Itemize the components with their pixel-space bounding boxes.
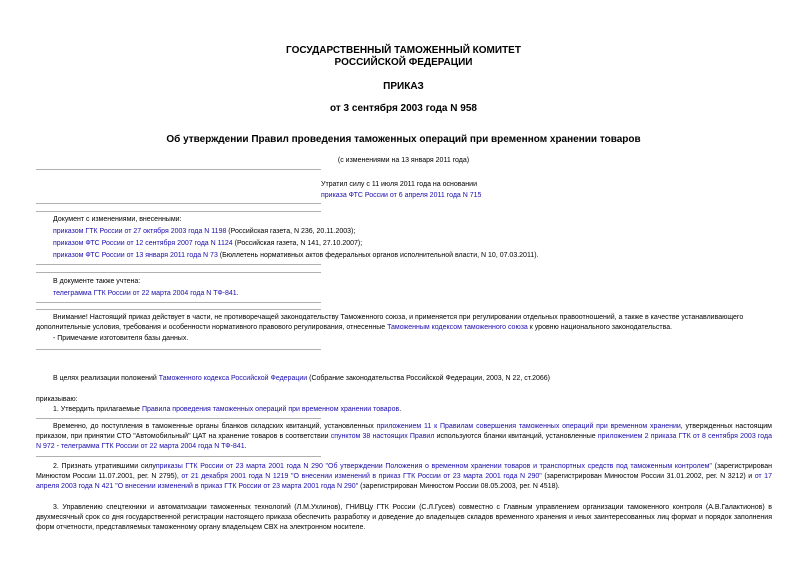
item-2: 2. Признать утратившими силуприказы ГТК России от 23 марта 2001 года N 290 "Об утверждении Положения о временном хранении товаров и транспортных средств под таможенным контролем" (зарегистрирован Минюстом России 11.07.2001, рег. N 2795), от 21 декабря 2001 года N 1219 "О внесении изменений в приказ ГТК России от 23 марта 2001 года N 290" (зарегистрирован Минюстом России 31.01.2002, рег. N 3212) и от 17 апреля 2003 года N 421 "О внесении изменений в приказ ГТК России от 23 марта 2001 года N 290" (зарегистрирован Минюстом России 08.05.2003, рег. N 4518). [36,463,772,490]
order-word: приказываю: [36,396,78,403]
divider [36,456,321,457]
customs-union-code-link[interactable]: Таможенным кодексом таможенного союза [387,324,528,331]
expired-text: Утратил силу с 11 июля 2011 года на основании [321,181,477,188]
expired-link[interactable]: приказа ФТС России от 6 апреля 2011 года N 715 [321,192,482,199]
amendment-item: приказом ФТС России от 12 сентября 2007 года N 1124 (Российская газета, N 141, 27.10.2007); [53,240,363,247]
divider [36,309,321,310]
divider [36,418,321,419]
rules-link[interactable]: Правила проведения таможенных операций при временном хранении товаров [141,406,400,413]
amendment-link[interactable]: приказом ФТС России от 13 января 2011 года N 73 [53,252,218,259]
appendix-2-link[interactable]: приложением 2 приказа ГТК от 8 сентября 2003 года N 972 [36,433,773,450]
divider [36,203,321,204]
considered-item: телеграмма ГТК России от 22 марта 2004 года N ТФ-841. [53,290,239,297]
amended-note: (с изменениями на 13 января 2011 года) [337,157,470,164]
org-name-line1: ГОСУДАРСТВЕННЫЙ ТАМОЖЕННЫЙ КОМИТЕТ [286,45,521,56]
divider [36,302,321,303]
amendments-intro: Документ с изменениями, внесенными: [53,216,182,223]
doc-title: Об утверждении Правил проведения таможенных операций при временном хранении товаров [166,134,641,145]
considered-intro: В документе также учтена: [53,278,141,285]
order-290-link[interactable]: приказы ГТК России от 23 марта 2001 года N 290 "Об утверждении Положения о временном хранении товаров и транспортных средств под таможенным контролем" [155,463,712,470]
temporary-provision: Временно, до поступления в таможенные органы бланков складских квитанций, установленных приложением 11 к Правилам совершения таможенных операций при временном хранении, утвержденных настоящим приказом, при принятии СТО "Автомобильный" ЦАТ на хранение товаров в соответствии спунктом 38 настоящих Правил используются бланки квитанций, установленные приложением 2 приказа ГТК от 8 сентября 2003 года N 972 - телеграмма ГТК России от 22 марта 2004 года N ТФ-841. [36,423,773,450]
clause-38-link[interactable]: спунктом 38 настоящих Правил [330,433,435,440]
notice-footnote: - Примечание изготовителя базы данных. [53,335,189,342]
amendment-link[interactable]: приказом ГТК России от 27 октября 2003 года N 1198 [53,228,227,235]
doc-date-number: от 3 сентября 2003 года N 958 [330,103,477,114]
item-3: 3. Управлению спецтехники и автоматизации таможенных технологий (Л.М.Ухлинов), ГНИВЦу ГТК России (С.Л.Гусев) совместно с Главным управлением организации таможенного контроля (А.В.Галактионов) в двухмесячный срок со дня государственной регистрации настоящего приказа обеспечить разработку и доведение до владельцев складов временного хранения и иных заинтересованных лиц формат и порядок заполнения форм отчетности, представляемых таможенному органу владельцем СВХ на электронном носителе. [36,504,772,531]
preamble: В целях реализации положений Таможенного кодекса Российской Федерации (Собрание законодательства Российской Федерации, 2003, N 22, ст.2066) [53,375,550,382]
customs-code-link[interactable]: Таможенного кодекса Российской Федерации [158,375,308,382]
item-1: 1. Утвердить прилагаемые Правила проведения таможенных операций при временном хранении товаров. [53,406,402,413]
divider [36,169,321,170]
telegram-link[interactable]: телеграмма ГТК России от 22 марта 2004 года N ТФ-841 [60,443,245,450]
order-421-link[interactable]: от 17 апреля 2003 года N 421 "О внесении изменений в приказ ГТК России от 23 марта 2001 года N 290" [36,473,772,490]
amendment-item: приказом ГТК России от 27 октября 2003 года N 1198 (Российская газета, N 236, 20.11.2003); [53,228,356,235]
notice-text: Внимание! Настоящий приказ действует в части, не противоречащей законодательству Таможенного союза, и применяется при регулировании отдельных правоотношений, а также в качестве устанавливающего дополнительные условия, требования и особенности нормативного правового регулирования, отнесенные Таможенным кодексом таможенного союза к уровню национального законодательства. [36,314,744,331]
divider [36,349,321,350]
divider [36,272,321,273]
org-name-line2: РОССИЙСКОЙ ФЕДЕРАЦИИ [334,57,473,68]
doc-type: ПРИКАЗ [383,81,424,92]
divider [36,211,321,212]
appendix-11-link[interactable]: приложением 11 к Правилам совершения таможенных операций при временном хранении [376,423,681,430]
considered-link[interactable]: телеграмма ГТК России от 22 марта 2004 года N ТФ-841 [53,290,237,297]
amendment-link[interactable]: приказом ФТС России от 12 сентября 2007 года N 1124 [53,240,233,247]
amendment-item: приказом ФТС России от 13 января 2011 года N 73 (Бюллетень нормативных актов федеральных органов исполнительной власти, N 10, 07.03.2011). [53,252,539,259]
order-1219-link[interactable]: от 21 декабря 2001 года N 1219 "О внесении изменений в приказ ГТК России от 23 марта 2001 года N 290" [181,473,542,480]
divider [36,264,321,265]
